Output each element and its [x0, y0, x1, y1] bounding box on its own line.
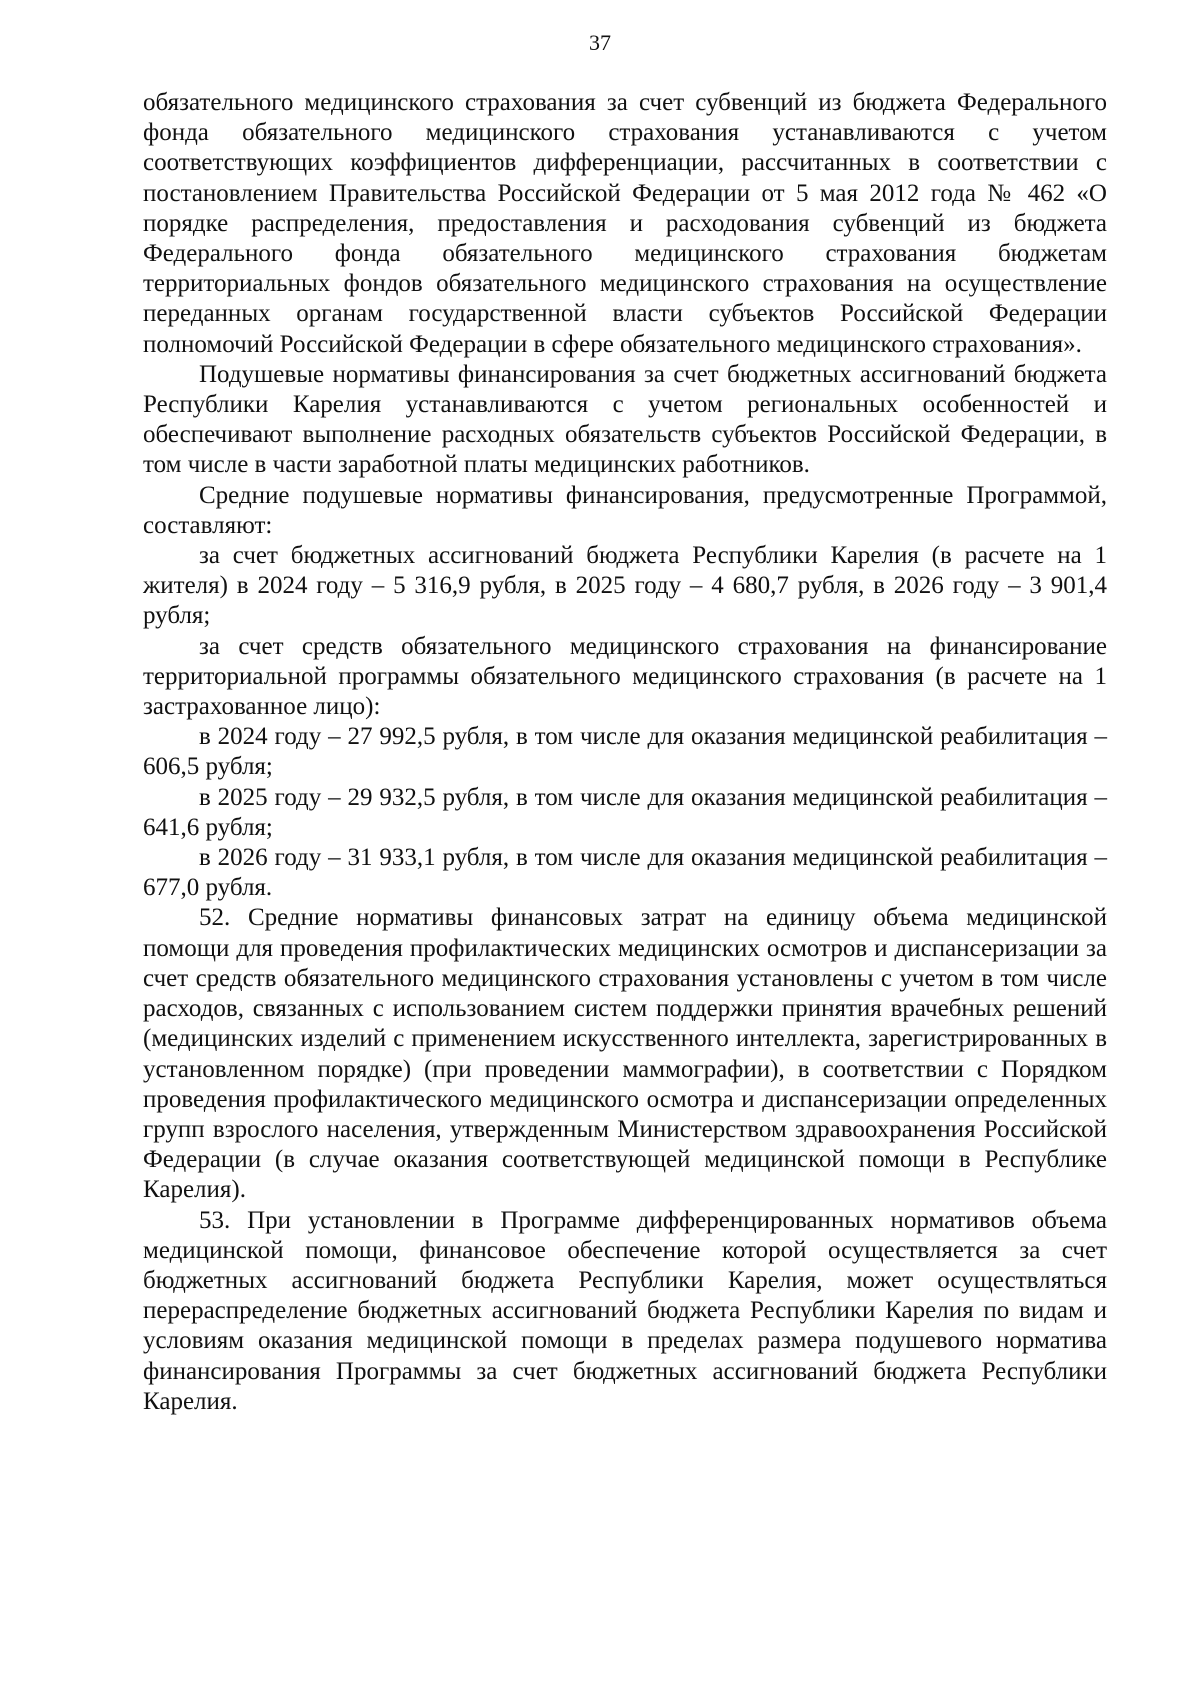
- paragraph-year-2025: в 2025 году – 29 932,5 рубля, в том числе для оказания медицинской реабилитация – 641,6 рубля;: [143, 783, 1107, 841]
- paragraph-item-53: 53. При установлении в Программе дифференцированных нормативов объема медицинской помощи, финансовое обеспечение которой осуществляется за счет бюджетных ассигнований бюджета Республики Карелия, может осуществляться перераспределение бюджетных ассигнований бюджета Республики Карелия по видам и условиям оказания медицинской помощи в пределах размера подушевого норматива финансирования Программы за счет бюджетных ассигнований бюджета Республики Карелия.: [143, 1206, 1107, 1415]
- paragraph-continuation: обязательного медицинского страхования за счет субвенций из бюджета Федерального фонда обязательного медицинского страхования устанавливаются с учетом соответствующих коэффициентов дифференциации, рассчитанных в соответствии с постановлением Правительства Российской Федерации от 5 мая 2012 года № 462 «О порядке распределения, предоставления и расходования субвенций из бюджета Федерального фонда обязательного медицинского страхования бюджетам территориальных фондов обязательного медицинского страхования на осуществление переданных органам государственной власти субъектов Российской Федерации полномочий Российской Федерации в сфере обязательного медицинского страхования».: [143, 89, 1107, 358]
- paragraph-average-norms-intro: Средние подушевые нормативы финансирования, предусмотренные Программой, составляют:: [143, 481, 1107, 539]
- paragraph-year-2026: в 2026 году – 31 933,1 рубля, в том числе для оказания медицинской реабилитация – 677,0 рубля.: [143, 844, 1107, 902]
- page-number: 37: [589, 30, 611, 55]
- paragraph-per-capita-norms: Подушевые нормативы финансирования за счет бюджетных ассигнований бюджета Республики Карелия устанавливаются с учетом региональных особенностей и обеспечивают выполнение расходных обязательств субъектов Российской Федерации, в том числе в части заработной платы медицинских работников.: [143, 360, 1107, 479]
- document-body: [143, 88, 1107, 1417]
- paragraph-year-2024: в 2024 году – 27 992,5 рубля, в том числе для оказания медицинской реабилитация – 606,5 рубля;: [143, 723, 1107, 781]
- paragraph-item-52: 52. Средние нормативы финансовых затрат на единицу объема медицинской помощи для проведения профилактических медицинских осмотров и диспансеризации за счет средств обязательного медицинского страхования установлены с учетом в том числе расходов, связанных с использованием систем поддержки принятия врачебных решений (медицинских изделий с применением искусственного интеллекта, зарегистрированных в установленном порядке) (при проведении маммографии), в соответствии с Порядком проведения профилактического медицинского осмотра и диспансеризации определенных групп взрослого населения, утвержденным Министерством здравоохранения Российской Федерации (в случае оказания соответствующей медицинской помощи в Республике Карелия).: [143, 904, 1107, 1204]
- paragraph-budget-allocations: за счет бюджетных ассигнований бюджета Республики Карелия (в расчете на 1 жителя) в 2024 году – 5 316,9 рубля, в 2025 году – 4 680,7 рубля, в 2026 году – 3 901,4 рубля;: [143, 542, 1107, 630]
- paragraph-oms-funds: за счет средств обязательного медицинского страхования на финансирование территориальной программы обязательного медицинского страхования (в расчете на 1 застрахованное лицо):: [143, 632, 1107, 721]
